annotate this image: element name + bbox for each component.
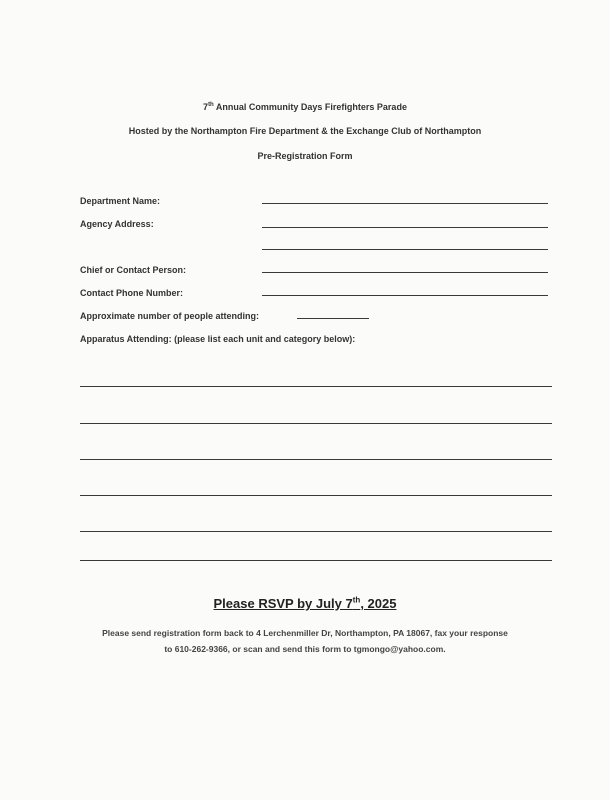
title-ordinal: 7 bbox=[203, 102, 209, 112]
agency-address-line-2[interactable] bbox=[262, 249, 548, 250]
form-subtitle: Pre-Registration Form bbox=[257, 151, 353, 161]
people-attending-line[interactable] bbox=[297, 318, 369, 319]
rsvp-year: , 2025 bbox=[360, 596, 397, 611]
agency-address-label: Agency Address: bbox=[80, 219, 154, 229]
instructions-line-2: to 610-262-9366, or scan and send this form to tgmongo@yahoo.com. bbox=[164, 644, 446, 654]
instructions-line-1: Please send registration form back to 4 Lerchenmiller Dr, Northampton, PA 18067, fax your response bbox=[102, 628, 508, 638]
rsvp-deadline bbox=[0, 596, 610, 611]
chief-contact-label: Chief or Contact Person: bbox=[80, 265, 187, 275]
apparatus-line-1[interactable] bbox=[80, 386, 552, 387]
hosted-by-line: Hosted by the Northampton Fire Department & the Exchange Club of Northampton bbox=[128, 126, 482, 136]
contact-phone-line[interactable] bbox=[262, 295, 548, 296]
instructions bbox=[0, 625, 610, 657]
apparatus-line-3[interactable] bbox=[80, 459, 552, 460]
rsvp-text: Please RSVP by July 7 bbox=[213, 596, 353, 611]
agency-address-line-1[interactable] bbox=[262, 227, 548, 228]
apparatus-line-6[interactable] bbox=[80, 560, 552, 561]
title-ordinal-suffix: th bbox=[208, 102, 214, 108]
apparatus-line-5[interactable] bbox=[80, 531, 552, 532]
department-name-line[interactable] bbox=[262, 203, 548, 204]
apparatus-line-4[interactable] bbox=[80, 495, 552, 496]
chief-contact-line[interactable] bbox=[262, 272, 548, 273]
contact-phone-label: Contact Phone Number: bbox=[80, 288, 184, 298]
apparatus-label: Apparatus Attending: (please list each unit and category below): bbox=[80, 334, 356, 344]
department-name-label: Department Name: bbox=[80, 196, 161, 206]
apparatus-line-2[interactable] bbox=[80, 423, 552, 424]
people-attending-label: Approximate number of people attending: bbox=[80, 311, 260, 321]
form-title bbox=[0, 102, 610, 112]
title-text: Annual Community Days Firefighters Parade bbox=[213, 102, 407, 112]
rsvp-ordinal-suffix: th bbox=[352, 595, 361, 605]
